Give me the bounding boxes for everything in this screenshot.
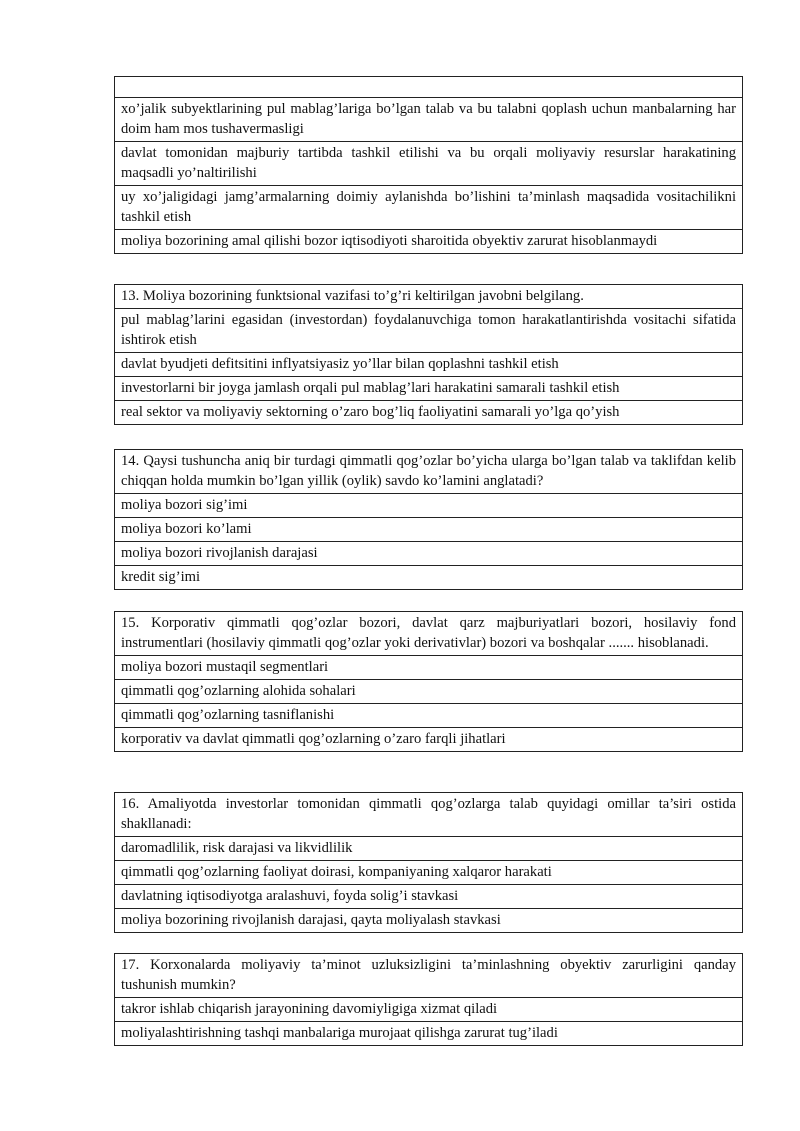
answer-option[interactable]: qimmatli qog’ozlarning faoliyat doirasi, kompaniyaning xalqaror harakati bbox=[115, 861, 743, 885]
answer-option[interactable]: moliya bozorining amal qilishi bozor iqtisodiyoti sharoitida obyektiv zarurat hisoblanmaydi bbox=[115, 230, 743, 254]
answer-option[interactable]: korporativ va davlat qimmatli qog’ozlarning o’zaro farqli jihatlari bbox=[115, 728, 743, 752]
question-block-17 bbox=[114, 953, 743, 1046]
answer-option[interactable]: takror ishlab chiqarish jarayonining davomiyligiga xizmat qiladi bbox=[115, 998, 743, 1022]
answer-option[interactable]: pul mablag’larini egasidan (investordan) foydalanuvchiga tomon harakatlantirishda vositachi sifatida ishtirok etish bbox=[115, 309, 743, 353]
answer-option[interactable]: moliya bozori rivojlanish darajasi bbox=[115, 542, 743, 566]
answer-option[interactable]: real sektor va moliyaviy sektorning o’zaro bog’liq faoliyatini samarali yo’lga qo’yish bbox=[115, 401, 743, 425]
question-cell: 15. Korporativ qimmatli qog’ozlar bozori, davlat qarz majburiyatlari bozori, hosilaviy fond instrumentlari (hosilaviy qimmatli qog’ozlar yoki derivativlar) bozori va boshqalar ....... hisoblanadi. bbox=[115, 612, 743, 656]
answer-option[interactable]: kredit sig’imi bbox=[115, 566, 743, 590]
answer-option[interactable]: xo’jalik subyektlarining pul mablag’lariga bo’lgan talab va bu talabni qoplash uchun manbalarning har doim ham mos tushavermasligi bbox=[115, 98, 743, 142]
answer-option[interactable]: qimmatli qog’ozlarning tasniflanishi bbox=[115, 704, 743, 728]
question-cell: 16. Amaliyotda investorlar tomonidan qimmatli qog’ozlarga talab quyidagi omillar ta’siri ostida shakllanadi: bbox=[115, 793, 743, 837]
question-block-14 bbox=[114, 449, 743, 590]
answer-option[interactable]: moliya bozori ko’lami bbox=[115, 518, 743, 542]
answer-option[interactable]: moliya bozori mustaqil segmentlari bbox=[115, 656, 743, 680]
answer-option[interactable]: moliyalashtirishning tashqi manbalariga murojaat qilishga zarurat tug’iladi bbox=[115, 1022, 743, 1046]
question-block-15 bbox=[114, 611, 743, 752]
answer-option[interactable]: davlat byudjeti defitsitini inflyatsiyasiz yo’llar bilan qoplashni tashkil etish bbox=[115, 353, 743, 377]
answer-option[interactable]: uy xo’jaligidagi jamg’armalarning doimiy aylanishda bo’lishini ta’minlash maqsadida vositachilikni tashkil etish bbox=[115, 186, 743, 230]
answer-option[interactable]: davlatning iqtisodiyotga aralashuvi, foyda solig’i stavkasi bbox=[115, 885, 743, 909]
answer-option[interactable]: davlat tomonidan majburiy tartibda tashkil etilishi va bu orqali moliyaviy resurslar harakatining maqsadli yo’naltirilishi bbox=[115, 142, 743, 186]
answer-option[interactable]: qimmatli qog’ozlarning alohida sohalari bbox=[115, 680, 743, 704]
question-cell: 14. Qaysi tushuncha aniq bir turdagi qimmatli qog’ozlar bo’yicha ularga bo’lgan talab va taklifdan kelib chiqqan holda mumkin bo’lgan yillik (oylik) savdo ko’lamini anglatadi? bbox=[115, 450, 743, 494]
question-cell: 17. Korxonalarda moliyaviy ta’minot uzluksizligini ta’minlashning obyektiv zarurligini qanday tushunish mumkin? bbox=[115, 954, 743, 998]
answer-option[interactable]: moliya bozori sig’imi bbox=[115, 494, 743, 518]
question-cell bbox=[115, 77, 743, 98]
answer-option[interactable]: investorlarni bir joyga jamlash orqali pul mablag’lari harakatini samarali tashkil etish bbox=[115, 377, 743, 401]
answer-option[interactable]: moliya bozorining rivojlanish darajasi, qayta moliyalash stavkasi bbox=[115, 909, 743, 933]
question-cell: 13. Moliya bozorining funktsional vazifasi to’g’ri keltirilgan javobni belgilang. bbox=[115, 285, 743, 309]
answer-option[interactable]: daromadlilik, risk darajasi va likvidlilik bbox=[115, 837, 743, 861]
question-block-12 bbox=[114, 76, 743, 254]
question-block-16 bbox=[114, 792, 743, 933]
question-block-13 bbox=[114, 284, 743, 425]
